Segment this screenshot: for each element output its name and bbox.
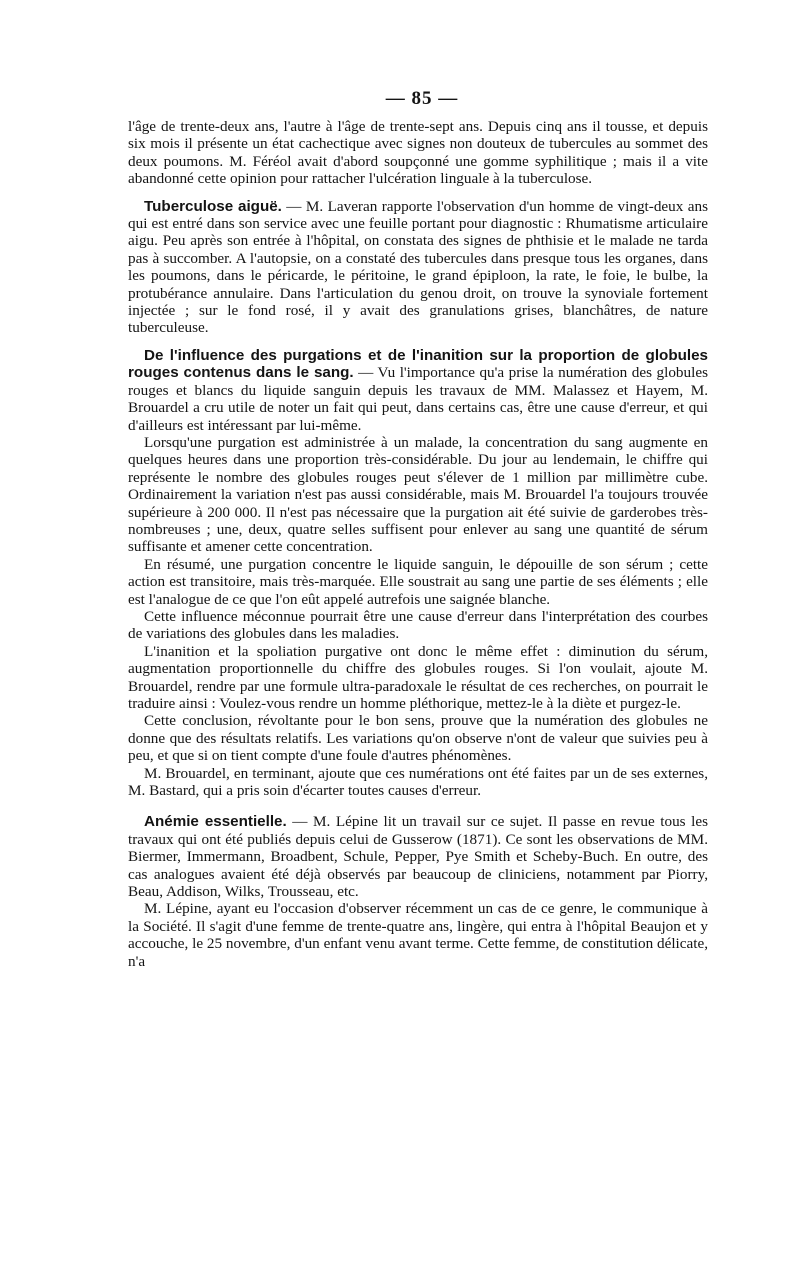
section-heading: Tuberculose aiguë. bbox=[144, 197, 282, 215]
page-number: — 85 — bbox=[385, 88, 459, 109]
paragraph: Cette influence méconnue pourrait être une cause d'erreur dans l'interprétation des courbes de variations des globules dans les maladies. bbox=[128, 607, 708, 643]
paragraph: En résumé, une purgation concentre le liquide sanguin, le dépouille de son sérum ; cette action est transitoire, mais très-marquée. Elle soustrait au sang une partie de ses éléments ; elle est l'analogue de ce que l'on eût appelé autrefois une saignée blanche. bbox=[128, 555, 708, 608]
paragraph: l'âge de trente-deux ans, l'autre à l'âge de trente-sept ans. Depuis cinq ans il tousse, et depuis six mois il présente un état cachectique avec signes non douteux de tubercules au sommet des deux poumons. M. Féréol avait d'abord soupçonné une gomme syphilitique ; mais il a vite abandonné cette opinion pour rattacher l'ulcération linguale à la tuberculose. bbox=[128, 118, 708, 188]
section-heading: De l'influence des purgations et de l'inanition sur la proportion de globules rouges contenus dans le sang. bbox=[128, 346, 708, 382]
paragraph: De l'influence des purgations et de l'inanition sur la proportion de globules rouges contenus dans le sang. — Vu l'importance qu'a prise la numération des globules rouges et blancs du liquide sanguin depuis les travaux de MM. Malassez et Hayem, M. Brouardel a cru utile de noter un fait qui peut, dans certains cas, être une cause d'erreur, et qui d'ailleurs est intéressant par lui-même. bbox=[128, 346, 708, 434]
paragraph: Tuberculose aiguë. — M. Laveran rapporte l'observation d'un homme de vingt-deux ans qui est entré dans son service avec une feuille portant pour diagnostic : Rhumatisme articulaire aigu. Peu après son entrée à l'hôpital, on constata des signes de phthisie et le malade ne tarda pas à succomber. A l'autopsie, on a constaté des tubercules dans presque tous les organes, dans les poumons, dans le péricarde, le péritoine, le grand épiploon, la rate, le foie, le bulbe, la protubérance annulaire. Dans l'articulation du genou droit, on trouve la synoviale fortement injectée ; sur le fond rosé, il y avait des granulations grises, blanchâtres, de nature tuberculeuse. bbox=[128, 197, 708, 337]
paragraph: Anémie essentielle. — M. Lépine lit un travail sur ce sujet. Il passe en revue tous les travaux qui ont été publiés depuis celui de Gusserow (1871). Ce sont les observations de MM. Biermer, Immermann, Broadbent, Schule, Pepper, Pye Smith et Scheby-Buch. En outre, des cas analogues avaient été déjà observés par beaucoup de cliniciens, notamment par Piorry, Beau, Addison, Wilks, Trousseau, etc. bbox=[128, 813, 708, 901]
paragraph: L'inanition et la spoliation purgative ont donc le même effet : diminution du sérum, augmentation proportionnelle du chiffre des globules rouges. Si l'on voulait, ajoute M. Brouardel, rendre par une formule ultra-paradoxale le résultat de ces recherches, on pourrait le traduire ainsi : Voulez-vous rendre un homme pléthorique, mettez-le à la diète et purgez-le. bbox=[128, 642, 708, 712]
paragraph: Lorsqu'une purgation est administrée à un malade, la concentration du sang augmente en quelques heures dans une proportion très-considérable. Du jour au lendemain, le chiffre qui représente le nombre des globules rouges peut s'élever de 1 million par millimètre cube. Ordinairement la variation n'est pas aussi considérable, mais M. Brouardel l'a toujours trouvée supérieure à 200 000. Il n'est pas nécessaire que la purgation ait été suivie de garderobes très-nombreuses ; une, deux, quatre selles suffisent pour enlever au sang une quantité de sérum suffisante et amener cette concentration. bbox=[128, 433, 708, 556]
body-text bbox=[128, 118, 708, 970]
section-heading: Anémie essentielle. bbox=[144, 813, 287, 831]
paragraph: M. Lépine, ayant eu l'occasion d'observer récemment un cas de ce genre, le communique à la Société. Il s'agit d'une femme de trente-quatre ans, lingère, qui entra à l'hôpital Beaujon et y accouche, le 25 novembre, d'un enfant venu avant terme. Cette femme, de constitution délicate, n'a bbox=[128, 900, 708, 970]
paragraph: Cette conclusion, révoltante pour le bon sens, prouve que la numération des globules ne donne que des résultats relatifs. Les variations qu'on observe n'ont de valeur que suivies peu à peu, et que si on tient compte d'une foule d'autres phénomènes. bbox=[128, 712, 708, 765]
paragraph: M. Brouardel, en terminant, ajoute que ces numérations ont été faites par un de ses externes, M. Bastard, qui a pris soin d'écarter toutes causes d'erreur. bbox=[128, 764, 708, 800]
